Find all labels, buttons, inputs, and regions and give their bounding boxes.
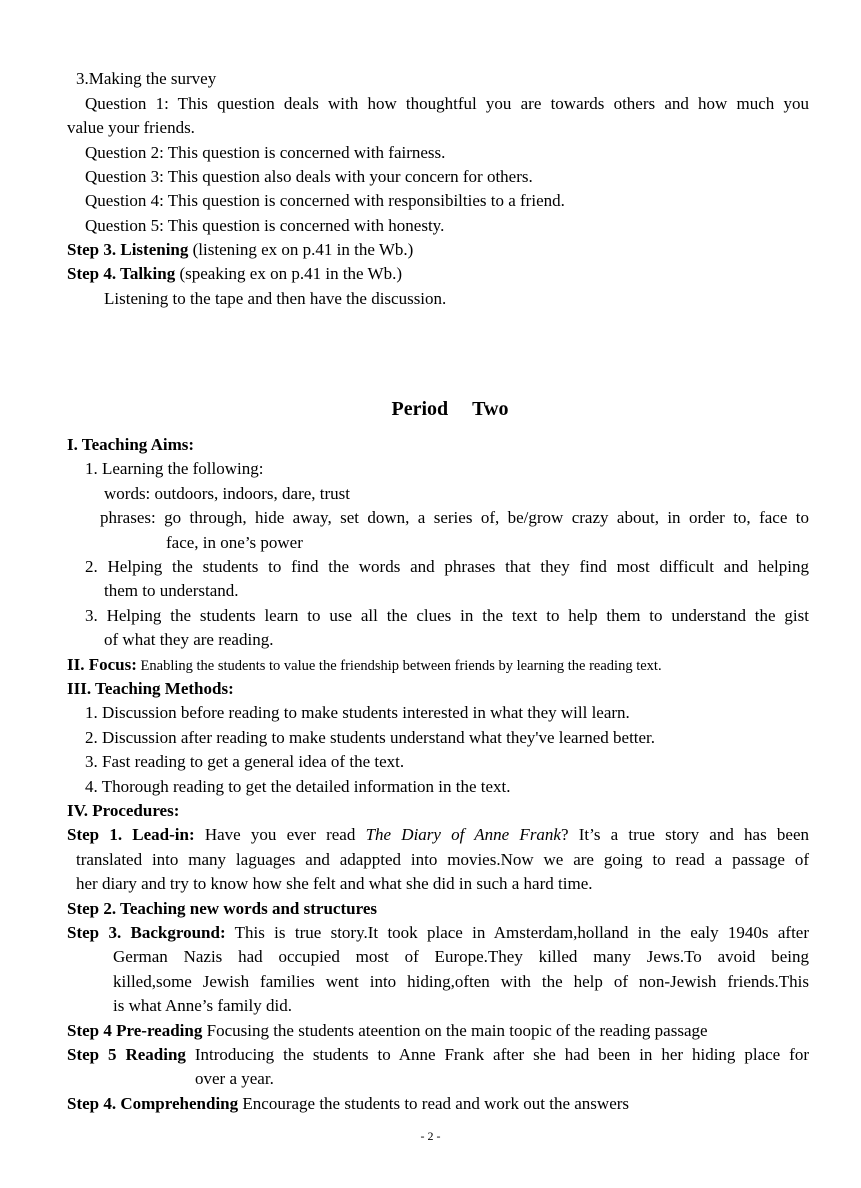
methods-heading: III. Teaching Methods: [67,679,234,698]
aims-phrases-cont: face, in one’s power [166,533,303,552]
step-listening [67,238,809,262]
page-number: - 2 - [420,1129,441,1143]
step-pre-reading-text: Focusing the students ateention on the main toopic of the reading passage [202,1021,708,1040]
survey-question-1-cont: value your friends. [67,118,195,137]
step-talking-sub: Listening to the tape and then have the discussion. [104,289,447,308]
step-background-text: This is true story.It took place in Amsterdam,holland in the ealy 1940s after [225,923,810,942]
survey-question-3: Question 3: This question also deals with your concern for others. [85,167,533,186]
step-talking-text: (speaking ex on p.41 in the Wb.) [175,264,402,283]
survey-question-4: Question 4: This question is concerned with responsibilties to a friend. [85,191,565,210]
focus-text: Enabling the students to value the friendship between friends by learning the reading text. [136,658,662,674]
aims-words: words: outdoors, indoors, dare, trust [104,484,351,503]
aims-phrases: phrases: go through, hide away, set down, a series of, be/grow crazy about, in order to, face to [100,508,809,527]
procedures-heading: IV. Procedures: [67,801,180,820]
step-comprehending-label: Step 4. Comprehending [67,1094,239,1113]
step-new-words: Step 2. Teaching new words and structures [67,899,377,918]
step-background-line-2: German Nazis had occupied most of Europe.They killed many Jews.To avoid being [113,947,809,966]
methods-item-4: 4. Thorough reading to get the detailed information in the text. [85,777,511,796]
step-background-label: Step 3. Background: [67,923,226,942]
period-word-2: Two [472,398,509,420]
aims-item-3: 3. Helping the students learn to use all the clues in the text to help them to understand the gist [85,606,809,625]
step-comprehending-text: Encourage the students to read and work out the answers [238,1094,630,1113]
survey-heading: 3.Making the survey [76,69,217,88]
step-reading-line-2: over a year. [195,1069,274,1088]
period-title [0,396,861,422]
step-background-line-4: is what Anne’s family did. [113,996,292,1015]
step-reading-text: Introducing the students to Anne Frank after she had been in her hiding place for [185,1045,809,1064]
step-lead-in-post: ? It’s a true story and has been [560,825,810,844]
book-title: The Diary of Anne Frank [365,825,561,844]
step-talking-label: Step 4. Talking [67,264,176,283]
aims-item-2-cont: them to understand. [104,581,239,600]
aims-item-2: 2. Helping the students to find the words and phrases that they find most difficult and helping [85,557,809,576]
step-comprehending [67,1092,809,1116]
step-listening-text: (listening ex on p.41 in the Wb.) [188,240,414,259]
methods-item-1: 1. Discussion before reading to make students interested in what they will learn. [85,703,630,722]
methods-item-3: 3. Fast reading to get a general idea of the text. [85,752,405,771]
step-lead-in [67,823,809,847]
survey-question-5: Question 5: This question is concerned with honesty. [85,216,445,235]
step-lead-in-pre: Have you ever read [194,825,366,844]
aims-heading: I. Teaching Aims: [67,435,195,454]
focus-label: II. Focus: [67,655,137,674]
step-lead-in-line-2: translated into many laguages and adappted into movies.Now we are going to read a passage of [76,850,809,869]
step-background [67,921,809,945]
survey-question-1: Question 1: This question deals with how thoughtful you are towards others and how much you [85,94,809,113]
aims-item-3-cont: of what they are reading. [104,630,274,649]
focus-line [67,653,809,678]
step-talking [67,262,809,286]
step-pre-reading [67,1019,809,1043]
step-reading-label: Step 5 Reading [67,1045,186,1064]
step-listening-label: Step 3. Listening [67,240,189,259]
step-background-line-3: killed,some Jewish families went into hiding,often with the help of non-Jewish friends.This [113,972,809,991]
step-lead-in-label: Step 1. Lead-in: [67,825,195,844]
survey-question-2: Question 2: This question is concerned with fairness. [85,143,446,162]
period-word-1: Period [391,398,449,420]
step-lead-in-line-3: her diary and try to know how she felt and what she did in such a hard time. [76,874,593,893]
aims-item-1: 1. Learning the following: [85,459,264,478]
step-pre-reading-label: Step 4 Pre-reading [67,1021,203,1040]
step-reading [67,1043,809,1067]
methods-item-2: 2. Discussion after reading to make students understand what they've learned better. [85,728,656,747]
